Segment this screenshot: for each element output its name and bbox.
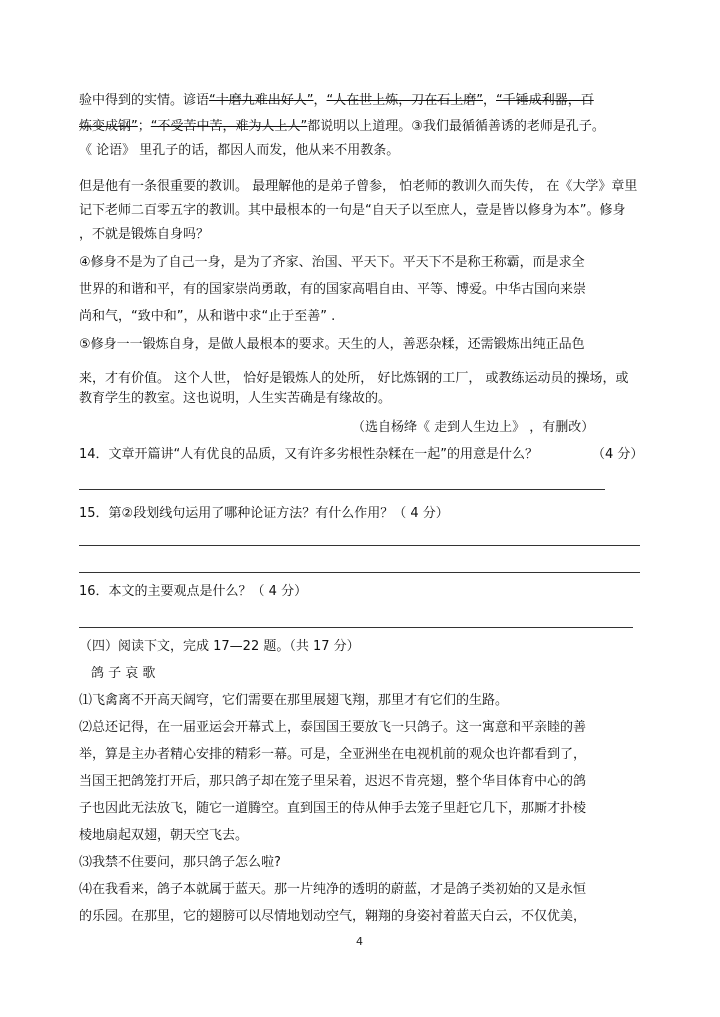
passage-line: ⑤修身一一锻炼自身，是做人最根本的要求。天生的人，善恶杂糅，还需锻炼出纯正品色	[79, 337, 585, 352]
underlined-proverb: “人在世上炼，刀在石上磨”	[326, 93, 483, 108]
passage-line: 当国王把鸽笼打开后，那只鸽子却在笼子里呆着，迟迟不肯亮翅，整个华目体育中心的鸽	[79, 774, 587, 789]
passage-line: 的乐园。在那里，它的翅膀可以尽情地划动空气，翱翔的身姿衬着蓝天白云，不仅优美，	[79, 909, 587, 924]
passage-line: 但是他有一条很重要的教训。 最理解他的是弟子曾参， 怕老师的教训久而失传， 在《大学》章里	[79, 179, 638, 194]
text-run: ，	[313, 93, 327, 108]
passage-line: ④修身不是为了自己一身，是为了齐家、治国、平天下。平天下不是称王称霸，而是求全	[79, 255, 585, 270]
answer-line[interactable]	[79, 572, 640, 573]
passage-line: 世界的和谐和平，有的国家崇尚勇敢，有的国家高唱自由、平等、博爱。中华古国向来崇	[79, 282, 587, 297]
passage-line: 棱地扇起双翅，朝天空飞去。	[79, 828, 249, 843]
text-run: ；	[137, 119, 151, 134]
section-4-header: （四）阅读下文，完成 17—22 题。（共 17 分）	[79, 639, 360, 654]
answer-line[interactable]	[79, 545, 640, 546]
page-number: 4	[356, 935, 363, 948]
underlined-proverb: “不受苦中苦，难为人上人”	[150, 119, 308, 134]
passage-title: 鸽 子 哀 歌	[91, 666, 156, 681]
passage-line: 教育学生的教室。这也说明，人生实苦确是有缘故的。	[79, 391, 392, 406]
answer-line[interactable]	[79, 489, 605, 490]
passage-line: 来，才有价值。 这个人世， 恰好是锻炼人的处所， 好比炼钢的工厂， 或教练运动员的操场，或	[79, 371, 629, 386]
passage-line: ⑶我禁不住要问，那只鸽子怎么啦?	[79, 855, 281, 870]
question-14: 14．文章开篇讲“人有优良的品质，又有许多劣根性杂糅在一起”的用意是什么？	[79, 447, 539, 462]
underlined-proverb: “十磨九难出好人”	[209, 93, 314, 108]
underlined-proverb: 炼变成钢”	[79, 119, 138, 134]
text-run: 都说明以上道理。③我们最循循善诱的老师是孔子。	[307, 119, 605, 134]
question-16: 16．本文的主要观点是什么？（ 4 分）	[79, 584, 308, 599]
passage-line: 尚和气，“致中和”，从和谐中求“止于至善” .	[79, 309, 336, 324]
passage-line	[79, 92, 594, 110]
passage-line: ⑷在我看来，鸽子本就属于蓝天。那一片纯净的透明的蔚蓝，才是鸽子类初始的又是永恒	[79, 882, 587, 897]
question-14-score: （4 分）	[592, 447, 644, 462]
passage-line: 《 论语》 里孔子的话，都因人而发，他从来不用教条。	[79, 143, 400, 158]
passage-line: 记下老师二百零五字的教训。其中最根本的一句是“自天子以至庶人，壹是皆以修身为本”。修身	[79, 203, 626, 218]
passage-line: ，不就是锻炼自身吗？	[79, 227, 210, 242]
underlined-proverb: “千锤成利器，百	[496, 93, 594, 108]
text-run: ，	[483, 93, 497, 108]
passage-line: 子也因此无法放飞，随它一道腾空。直到国王的侍从伸手去笼子里赶它几下，那厮才扑棱	[79, 801, 587, 816]
answer-line[interactable]	[79, 627, 633, 628]
source-citation: （选自杨绛《 走到人生边上》 ，有删改）	[352, 420, 595, 435]
text-run: 验中得到的实情。谚语	[79, 93, 210, 108]
passage-line: 举，算是主办者精心安排的精彩一幕。可是，全亚洲坐在电视机前的观众也许都看到了，	[79, 747, 587, 762]
passage-line: ⑴飞禽离不开高天阔穹，它们需要在那里展翅飞翔，那里才有它们的生路。	[79, 693, 509, 708]
passage-line: ⑵总还记得，在一届亚运会开幕式上，泰国国王要放飞一只鸽子。这一寓意和平亲睦的善	[79, 720, 587, 735]
passage-line	[79, 118, 605, 136]
question-15: 15．第②段划线句运用了哪种论证方法？有什么作用？（ 4 分）	[79, 506, 449, 521]
